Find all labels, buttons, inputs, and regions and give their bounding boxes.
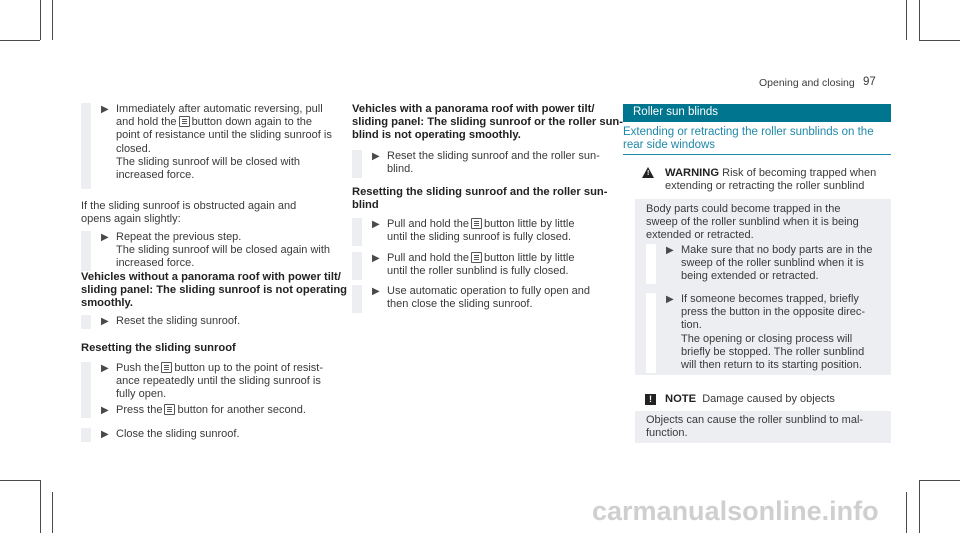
step-bar	[81, 315, 91, 329]
subsection-title: Extending or retracting the roller sunblinds on the rear side windows	[623, 126, 874, 151]
roof-button-icon	[471, 252, 482, 263]
page-number: 97	[863, 76, 876, 88]
arrow-right-icon: ▶	[101, 232, 109, 243]
instruction-step	[646, 244, 886, 284]
crop-mark	[52, 492, 53, 533]
roof-button-icon	[179, 116, 190, 127]
arrow-right-icon: ▶	[666, 294, 674, 305]
paragraph: If the sliding sunroof is obstructed again and opens again slightly:	[81, 200, 297, 226]
instruction-step	[646, 293, 886, 373]
instruction-step	[81, 404, 351, 418]
step-text: Push the button up to the point of resist- ance repeatedly until the sliding sunroof is fully open.	[116, 362, 324, 401]
crop-mark	[40, 480, 41, 533]
warning-body: Body parts could become trapped in the sweep of the roller sunblind when it is being extended or retracted.	[646, 203, 859, 242]
step-text: Pull and hold the button little by little until the roller sunblind is fully closed.	[387, 252, 575, 278]
instruction-step	[352, 252, 622, 280]
step-bar	[81, 103, 91, 189]
section-heading: Vehicles with a panorama roof with power tilt/ sliding panel: The sliding sunroof or the roller sun- blind is not operating smoothly.	[352, 103, 623, 142]
arrow-right-icon: ▶	[372, 253, 380, 264]
crop-mark	[40, 0, 41, 40]
arrow-right-icon: ▶	[101, 405, 109, 416]
step-bar	[81, 231, 91, 271]
crop-mark	[906, 492, 907, 533]
step-text: If someone becomes trapped, briefly press the button in the opposite direc- tion. The opening or closing process will briefly be stopped. The roller sunblind will then return to its starting position.	[681, 293, 866, 372]
step-bar	[352, 218, 362, 246]
roof-button-icon	[471, 218, 482, 229]
instruction-step	[352, 218, 622, 246]
watermark: carmanualsonline.info	[592, 496, 879, 526]
section-band	[623, 104, 891, 122]
section-heading: Resetting the sliding sunroof	[81, 342, 236, 354]
step-text: Reset the sliding sunroof.	[116, 315, 241, 327]
arrow-right-icon: ▶	[101, 316, 109, 327]
note-exclamation-icon: !	[645, 394, 656, 405]
step-text: Pull and hold the button little by little until the sliding sunroof is fully closed.	[387, 218, 575, 244]
crop-mark	[906, 0, 907, 40]
step-bar	[646, 293, 656, 373]
step-bar	[352, 252, 362, 280]
instruction-step	[81, 428, 351, 442]
subsection-divider	[623, 154, 891, 155]
step-text: Immediately after automatic reversing, pull and hold the button down again to the point of resistance until the sliding sunroof is closed. The sliding sunroof will be closed with increased force.	[116, 103, 332, 182]
crop-mark	[919, 480, 920, 533]
section-band-title: Roller sun blinds	[633, 106, 719, 118]
step-bar	[81, 428, 91, 442]
crop-mark	[52, 0, 53, 40]
roof-button-icon	[161, 362, 172, 373]
instruction-step	[352, 150, 622, 178]
arrow-right-icon: ▶	[372, 219, 380, 230]
step-text: Close the sliding sunroof.	[116, 428, 240, 440]
arrow-right-icon: ▶	[372, 286, 380, 297]
arrow-right-icon: ▶	[372, 151, 380, 162]
roof-button-icon	[164, 404, 175, 415]
section-title: Opening and closing	[759, 77, 855, 89]
crop-mark	[919, 480, 960, 481]
crop-mark	[0, 480, 40, 481]
crop-mark	[919, 0, 920, 40]
instruction-step	[81, 315, 351, 329]
crop-mark	[919, 40, 960, 41]
step-text: Use automatic operation to fully open and then close the sliding sunroof.	[387, 285, 591, 311]
step-bar	[352, 150, 362, 178]
arrow-right-icon: ▶	[101, 363, 109, 374]
section-heading: Resetting the sliding sunroof and the roller sun- blind	[352, 186, 608, 212]
arrow-right-icon: ▶	[101, 104, 109, 115]
arrow-right-icon: ▶	[101, 429, 109, 440]
step-bar	[352, 285, 362, 313]
step-bar	[81, 404, 91, 418]
section-heading: Vehicles without a panorama roof with power tilt/ sliding panel: The sliding sunroof is not operating smoothly.	[81, 271, 348, 310]
note-header: NOTE Damage caused by objects	[665, 393, 835, 405]
step-text: Press the button for another second.	[116, 404, 306, 416]
note-body: Objects can cause the roller sunblind to mal- function.	[646, 414, 864, 440]
step-text: Repeat the previous step. The sliding sunroof will be closed again with increased force.	[116, 231, 331, 270]
step-bar	[646, 244, 656, 284]
step-text: Make sure that no body parts are in the sweep of the roller sunblind when it is being extended or retracted.	[681, 244, 873, 283]
step-text: Reset the sliding sunroof and the roller sun- blind.	[387, 150, 600, 176]
arrow-right-icon: ▶	[666, 245, 674, 256]
instruction-step	[352, 285, 622, 313]
warning-header: WARNING Risk of becoming trapped when extending or retracting the roller sunblind	[665, 167, 877, 193]
warning-triangle-icon: !	[642, 167, 654, 178]
crop-mark	[0, 40, 40, 41]
instruction-step	[81, 103, 351, 189]
instruction-step	[81, 231, 351, 271]
